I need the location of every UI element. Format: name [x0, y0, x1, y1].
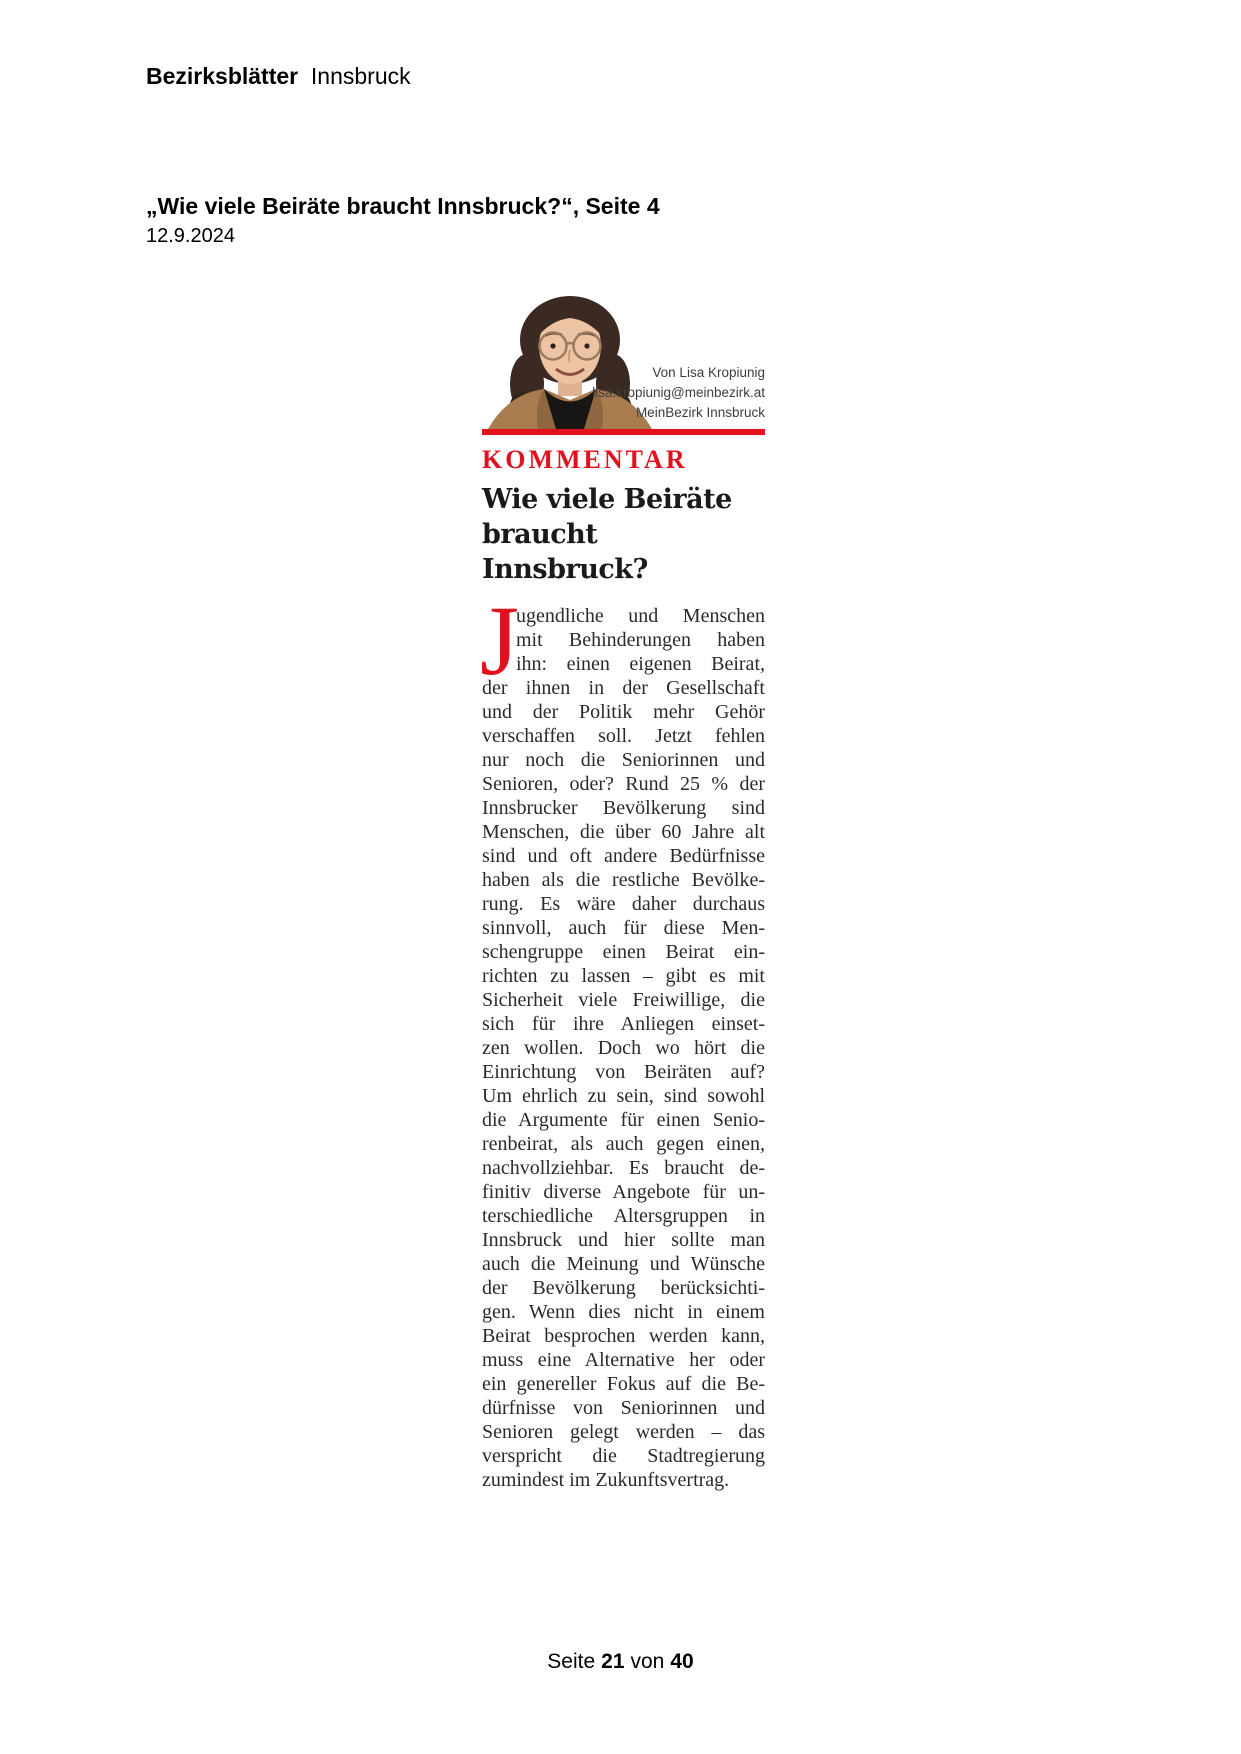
headline-line-2: braucht Innsbruck? [482, 519, 648, 585]
body-text-line: Einrichtung von Beiräten auf? [482, 1061, 765, 1083]
article-headline [482, 482, 765, 587]
byline-outlet: MeinBezirk Innsbruck [635, 405, 765, 420]
body-text-line: zen wollen. Doch wo hört die [482, 1037, 765, 1059]
body-text-line: verspricht die Stadtregierung [482, 1445, 765, 1467]
body-text-line: und der Politik mehr Gehör [482, 701, 765, 723]
masthead [146, 62, 411, 90]
body-text-line: sind und oft andere Bedürfnisse [482, 845, 765, 867]
body-text-line: schengruppe einen Beirat ein- [482, 941, 765, 963]
clipping-date: 12.9.2024 [146, 225, 235, 247]
body-text-line: die Argumente für einen Senio- [482, 1109, 765, 1131]
article-body [480, 585, 765, 1492]
body-text-line: ihn: einen eigenen Beirat, [516, 653, 765, 675]
kicker-kommentar: KOMMENTAR [482, 445, 688, 474]
article-column [482, 292, 765, 1492]
body-text-line: richten zu lassen – gibt es mit [482, 965, 765, 987]
masthead-brand: Bezirksblätter [146, 63, 299, 89]
body-text-line: Um ehrlich zu sein, sind sowohl [482, 1085, 765, 1107]
footer-page-indicator [0, 1650, 1241, 1674]
body-text-line: der ihnen in der Gesellschaft [482, 677, 765, 699]
footer-separator: von [630, 1650, 665, 1673]
drop-cap: J [480, 585, 519, 696]
masthead-region-label: Innsbruck [310, 63, 411, 89]
body-text-line: terschiedliche Altersgruppen in [482, 1205, 765, 1227]
body-text-line: rung. Es wäre daher durchaus [482, 893, 765, 915]
body-text-line: sinnvoll, auch für diese Men- [482, 917, 765, 939]
body-text-line: sich für ihre Anliegen einset- [482, 1013, 765, 1035]
clipping-title: „Wie viele Beiräte braucht Innsbruck?“, Seite 4 [146, 193, 660, 219]
body-text-line: haben als die restliche Bevölke- [482, 869, 765, 891]
body-text-line: muss eine Alternative her oder [482, 1349, 765, 1371]
byline-email: lisa.kropiunig@meinbezirk.at [592, 385, 765, 400]
body-text-line: nur noch die Seniorinnen und [482, 749, 765, 771]
footer-current-page: 21 [601, 1650, 625, 1673]
body-text-line: mit Behinderungen haben [516, 629, 765, 651]
body-text-line: finitiv diverse Angebote für un- [482, 1181, 765, 1203]
article-body-lines [482, 604, 765, 1492]
footer-total-pages: 40 [670, 1650, 694, 1673]
byline [592, 363, 765, 423]
body-text-line: zumindest im Zukunftsvertrag. [482, 1469, 730, 1491]
body-text-line: dürfnisse von Seniorinnen und [482, 1397, 765, 1419]
body-text-line: auch die Meinung und Wünsche [482, 1253, 765, 1275]
body-text-line: ugendliche und Menschen [516, 605, 765, 627]
body-text-line: Innsbrucker Bevölkerung sind [482, 797, 765, 819]
headline-line-1: Wie viele Beiräte [482, 484, 732, 515]
body-text-line: Senioren gelegt werden – das [482, 1421, 765, 1443]
body-text-line: Sicherheit viele Freiwillige, die [482, 989, 765, 1011]
body-text-line: Innsbruck und hier sollte man [482, 1229, 765, 1251]
body-text-line: gen. Wenn dies nicht in einem [482, 1301, 765, 1323]
body-text-line: Beirat besprochen werden kann, [482, 1325, 765, 1347]
body-text-line: Menschen, die über 60 Jahre alt [482, 821, 765, 843]
byline-author: Von Lisa Kropiunig [652, 365, 765, 380]
body-text-line: ein genereller Fokus auf die Be- [482, 1373, 765, 1395]
footer-label: Seite [547, 1650, 596, 1673]
author-photo-block [482, 292, 765, 429]
red-divider-rule [482, 429, 765, 435]
body-text-line: renbeirat, als auch gegen einen, [482, 1133, 765, 1155]
body-text-line: nachvollziehbar. Es braucht de- [482, 1157, 765, 1179]
body-text-line: der Bevölkerung berücksichti- [482, 1277, 765, 1299]
body-text-line: verschaffen soll. Jetzt fehlen [482, 725, 765, 747]
body-text-line: Senioren, oder? Rund 25 % der [482, 773, 765, 795]
